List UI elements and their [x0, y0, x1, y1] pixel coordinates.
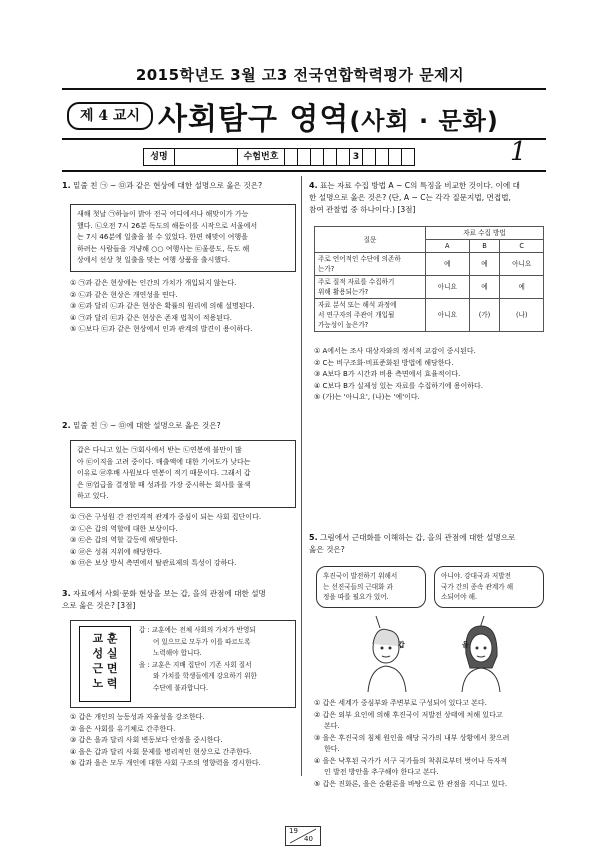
table-cell: 예	[469, 253, 500, 276]
answer-option[interactable]: ③ 을은 후진국의 침체 원인을 해당 국가의 내부 상황에서 찾으려	[314, 733, 510, 742]
motto-line: 교 훈	[92, 632, 118, 645]
question-4-number: 4.	[309, 181, 318, 190]
question-1-passage	[70, 204, 296, 272]
answer-option-continued: 한다.	[324, 745, 340, 753]
passage-line: 상에서 선상 첫 일출을 맞는 여행 상품을 출시했다.	[77, 256, 231, 264]
speech-line: 갑 : 교훈에는 전체 사회의 가치가 반영되	[139, 626, 256, 634]
table-header: 질문	[315, 227, 426, 253]
person-gap-icon	[368, 616, 406, 692]
speech-line: 노력해야 합니다.	[153, 649, 202, 657]
answer-option[interactable]: ⑤ ㉤은 보상 방식 측면에서 탈관료제의 특성이 강하다.	[70, 559, 237, 567]
table-cell: 예	[426, 253, 470, 276]
cell-line: 위해 활용되는가?	[318, 288, 369, 296]
answer-option[interactable]: ④ ㉠과 달리 ㉢과 같은 현상은 존재 법칙이 적용된다.	[70, 313, 233, 322]
question-5-options	[314, 698, 546, 790]
question-4-text: 참여 관찰법 중 하나이다.) [3점]	[309, 205, 416, 214]
question-5-text: 그림에서 근대화를 이해하는 갑, 을의 관점에 대한 설명으로	[320, 533, 516, 542]
table-cell: 아니요	[426, 299, 470, 332]
bubble-line: 소되어야 해.	[441, 593, 478, 601]
table-cell	[315, 253, 426, 276]
exam-number-cell[interactable]	[324, 149, 337, 165]
subject-sub: (사회 · 문화)	[349, 107, 499, 135]
question-2-passage	[70, 440, 296, 508]
table-header: 자료 수집 방법	[426, 227, 544, 240]
answer-option[interactable]: ④ 을은 낙후된 국가가 서구 국가들의 착취로부터 벗어나 독자적	[314, 756, 508, 765]
question-1-options	[70, 278, 296, 336]
exam-number-cell[interactable]	[402, 149, 414, 165]
question-5-stem	[309, 532, 545, 544]
answer-option[interactable]: ② 갑은 외부 요인에 의해 후진국이 저발전 상태에 처해 있다고	[314, 710, 503, 719]
table-header: C	[500, 240, 544, 253]
subject-main: 사회탐구 영역	[158, 102, 350, 137]
motto-line: 근 면	[92, 662, 118, 675]
exam-title: 2015학년도 3월 고3 전국연합학력평가 문제지	[135, 66, 465, 84]
table-cell: (가)	[469, 299, 500, 332]
answer-option[interactable]: ④ C보다 B가 실제성 있는 자료를 수집하기에 용이하다.	[314, 381, 484, 390]
question-3	[62, 588, 298, 612]
cell-line: 자료 분석 또는 해석 과정에	[318, 301, 397, 309]
table-header: B	[469, 240, 500, 253]
answer-option[interactable]: ① 갑은 세계가 중심부와 주변부로 구성되어 있다고 본다.	[314, 699, 487, 707]
table-cell: 예	[500, 276, 544, 299]
speaker-label-eul: 을	[462, 641, 469, 649]
answer-option[interactable]: ① ㉠은 구성원 간 전인격적 관계가 중심이 되는 사회 집단이다.	[70, 513, 262, 521]
question-4-options	[314, 346, 546, 404]
answer-option[interactable]: ② ㉡과 같은 현상은 개연성을 띤다.	[70, 290, 178, 299]
question-4	[309, 180, 545, 216]
table-cell: (나)	[500, 299, 544, 332]
question-1-stem	[62, 180, 294, 192]
bubble-line: 정을 따를 필요가 있어.	[323, 593, 389, 601]
passage-line: 은 ㉤업급을 결정할 때 성과를 가장 중시하는 회사를 물색	[77, 480, 251, 489]
question-2-text: 밑줄 친 ㉠ ~ ㉤에 대한 설명으로 옳은 것은?	[73, 421, 221, 430]
table-row	[315, 276, 544, 299]
table-cell	[315, 299, 426, 332]
question-3-text: 으로 옳은 것은? [3점]	[62, 601, 136, 610]
exam-number-cell[interactable]	[298, 149, 311, 165]
page-total: 40	[304, 835, 313, 843]
passage-line: 하려는 사람들을 겨냥해 ○○ 여행사는 ㉢울릉도, 독도 해	[77, 244, 250, 253]
cell-line: 는가?	[318, 265, 335, 273]
passage-line: 새해 첫날 ㉠하늘이 밝아 전국 어디에서나 해맞이가 가능	[77, 210, 249, 218]
question-3-stem	[62, 588, 298, 600]
page-number: 1	[510, 137, 527, 167]
question-5-text: 옳은 것은?	[309, 545, 345, 554]
answer-option[interactable]: ③ A보다 B가 시간과 비용 측면에서 효율적이다.	[314, 370, 461, 378]
cell-line: 서 연구자의 주관이 개입될	[318, 311, 395, 319]
motto-line: 노 력	[92, 677, 118, 690]
table-cell: 아니요	[426, 276, 470, 299]
name-exam-number-box	[143, 148, 415, 166]
answer-option[interactable]: ② ㉡은 갑의 역할에 대한 보상이다.	[70, 524, 178, 533]
question-4-text: 표는 자료 수집 방법 A ~ C의 특징을 비교한 것이다. 이에 대	[320, 181, 520, 190]
bubble-line: 국가 간의 종속 관계가 해	[441, 582, 514, 591]
page-current: 19	[289, 827, 298, 835]
answer-option[interactable]: ⑤ ㉡보다 ㉢과 같은 현상에서 인과 관계의 발견이 용이하다.	[70, 325, 253, 333]
passage-line: 이유로 ㉣후배 사원보다 연봉이 적기 때문이다. 그래서 갑	[77, 469, 251, 477]
bubble-line: 는 선진국들의 근대화 과	[323, 582, 393, 591]
question-1-text: 밑줄 친 ㉠ ~ ㉤과 같은 현상에 대한 설명으로 옳은 것은?	[73, 181, 263, 190]
table-cell	[315, 276, 426, 299]
table-cell: 아니요	[500, 253, 544, 276]
passage-line: 는 7시 46분에 일출을 볼 수 있었다. 한편 해맞이 여행을	[77, 233, 248, 241]
question-2-number: 2.	[62, 421, 71, 430]
exam-number-cell[interactable]	[363, 149, 376, 165]
exam-number-label: 수험번호	[238, 149, 285, 165]
answer-option-continued: 인 발전 방안을 추구해야 한다고 본다.	[324, 768, 439, 776]
passage-line: 갑은 다니고 있는 ㉠회사에서 받는 ㉡연봉에 불만이 많	[77, 446, 242, 454]
answer-option[interactable]: ④ 을은 갑과 달리 사회 문제를 병리적인 현상으로 간주한다.	[70, 747, 252, 756]
answer-option[interactable]: ⑤ 갑은 진화론, 을은 순환론을 바탕으로 한 관점을 지니고 있다.	[314, 779, 508, 788]
name-field[interactable]	[175, 149, 238, 165]
speech-line: 어 있으므로 모두가 이를 따르도록	[153, 637, 251, 646]
passage-line: 했다. ㉡오전 7시 26분 독도의 해돋이를 시작으로 서울에서	[77, 221, 258, 230]
answer-option[interactable]: ④ ㉣은 성취 지위에 해당한다.	[70, 547, 163, 556]
question-5	[309, 532, 545, 556]
speech-line: 수단에 불과합니다.	[153, 683, 209, 692]
passage-line: 하고 있다.	[77, 492, 109, 500]
answer-option-continued: 본다.	[324, 722, 340, 730]
answer-option[interactable]: ③ ㉢과 달리 ㉡과 같은 현상은 확률의 원리에 의해 설명된다.	[70, 302, 255, 310]
question-3-number: 3.	[62, 589, 71, 598]
exam-number-cell[interactable]	[311, 149, 324, 165]
table-cell: 예	[469, 276, 500, 299]
answer-option[interactable]: ① ㉠과 같은 현상에는 인간의 가치가 개입되지 않는다.	[70, 279, 237, 287]
question-3-text: 자료에서 사회·문화 현상을 보는 갑, 을의 관점에 대한 설명	[73, 589, 266, 598]
speech-line: 와 가치를 학생들에게 강요하기 위한	[153, 672, 257, 680]
exam-number-cell[interactable]	[285, 149, 298, 165]
table-row	[315, 253, 544, 276]
bubble-line: 아니야. 강대국과 저발전	[441, 572, 511, 580]
question-3-figure	[70, 620, 296, 708]
speech-bubble-right	[434, 566, 544, 608]
header-rule-2	[62, 138, 546, 140]
subject-title	[158, 94, 499, 138]
table-row	[315, 299, 544, 332]
motto-line: 성 실	[92, 647, 118, 660]
question-5-number: 5.	[309, 533, 318, 542]
speaker-label-gap: 갑	[398, 641, 405, 649]
exam-number-digit: 3	[350, 149, 363, 165]
exam-number-cell[interactable]	[389, 149, 402, 165]
answer-option[interactable]: ⑤ (가)는 '아니요', (나)는 '예'이다.	[314, 393, 420, 401]
question-1-number: 1.	[62, 181, 71, 190]
answer-option[interactable]: ② 을은 사회를 유기체로 간주한다.	[70, 724, 176, 733]
session-badge: 제 4 교시	[67, 102, 153, 130]
cell-line: 가능성이 높은가?	[318, 321, 369, 329]
question-1	[62, 180, 294, 192]
column-separator	[301, 176, 302, 776]
answer-option[interactable]: ③ 갑은 을과 달리 사회 변동보다 안정을 중시한다.	[70, 736, 223, 744]
question-5-illustration	[316, 606, 546, 692]
speech-bubble-left	[316, 566, 426, 608]
page-counter	[285, 826, 321, 846]
cell-line: 주로 언어적인 수단에 의존하	[318, 255, 401, 263]
question-3-options	[70, 712, 302, 770]
exam-number-cell[interactable]	[337, 149, 350, 165]
table-header: A	[426, 240, 470, 253]
question-2-stem	[62, 420, 294, 432]
answer-option[interactable]: ③ ㉢은 갑의 역할 갈등에 해당한다.	[70, 536, 178, 544]
question-2-options	[70, 512, 296, 570]
answer-option[interactable]: ⑤ 갑과 을은 모두 개인에 대한 사회 구조의 영향력을 경시한다.	[70, 759, 261, 767]
passage-line: 아 ㉢이직을 고려 중이다. 매출액에 대한 기여도가 낮다는	[77, 457, 251, 466]
cell-line: 주로 질적 자료를 수집하기	[318, 278, 395, 286]
school-motto-board	[79, 626, 131, 702]
answer-option[interactable]: ① 갑은 개인의 능동성과 자율성을 강조한다.	[70, 713, 205, 721]
bubble-line: 후진국이 발전하기 위해서	[323, 572, 398, 580]
question-4-table	[314, 226, 544, 332]
question-4-text: 한 설명으로 옳은 것은? (단, A ~ C는 각각 질문지법, 면접법,	[309, 193, 511, 202]
answer-option[interactable]: ② C는 비구조화·비표준화된 방법에 해당한다.	[314, 358, 454, 367]
header-rule-3	[62, 170, 546, 172]
speech-line: 을 : 교훈은 지배 집단이 기존 사회 질서	[139, 660, 252, 669]
name-label: 성명	[144, 149, 175, 165]
question-2	[62, 420, 294, 432]
header-rule	[62, 88, 546, 90]
question-4-stem	[309, 180, 545, 192]
answer-option[interactable]: ① A에서는 조사 대상자와의 정서적 교감이 중시된다.	[314, 347, 476, 355]
person-eul-icon	[462, 616, 500, 692]
question-3-speech	[139, 625, 293, 694]
exam-number-cell[interactable]	[376, 149, 389, 165]
